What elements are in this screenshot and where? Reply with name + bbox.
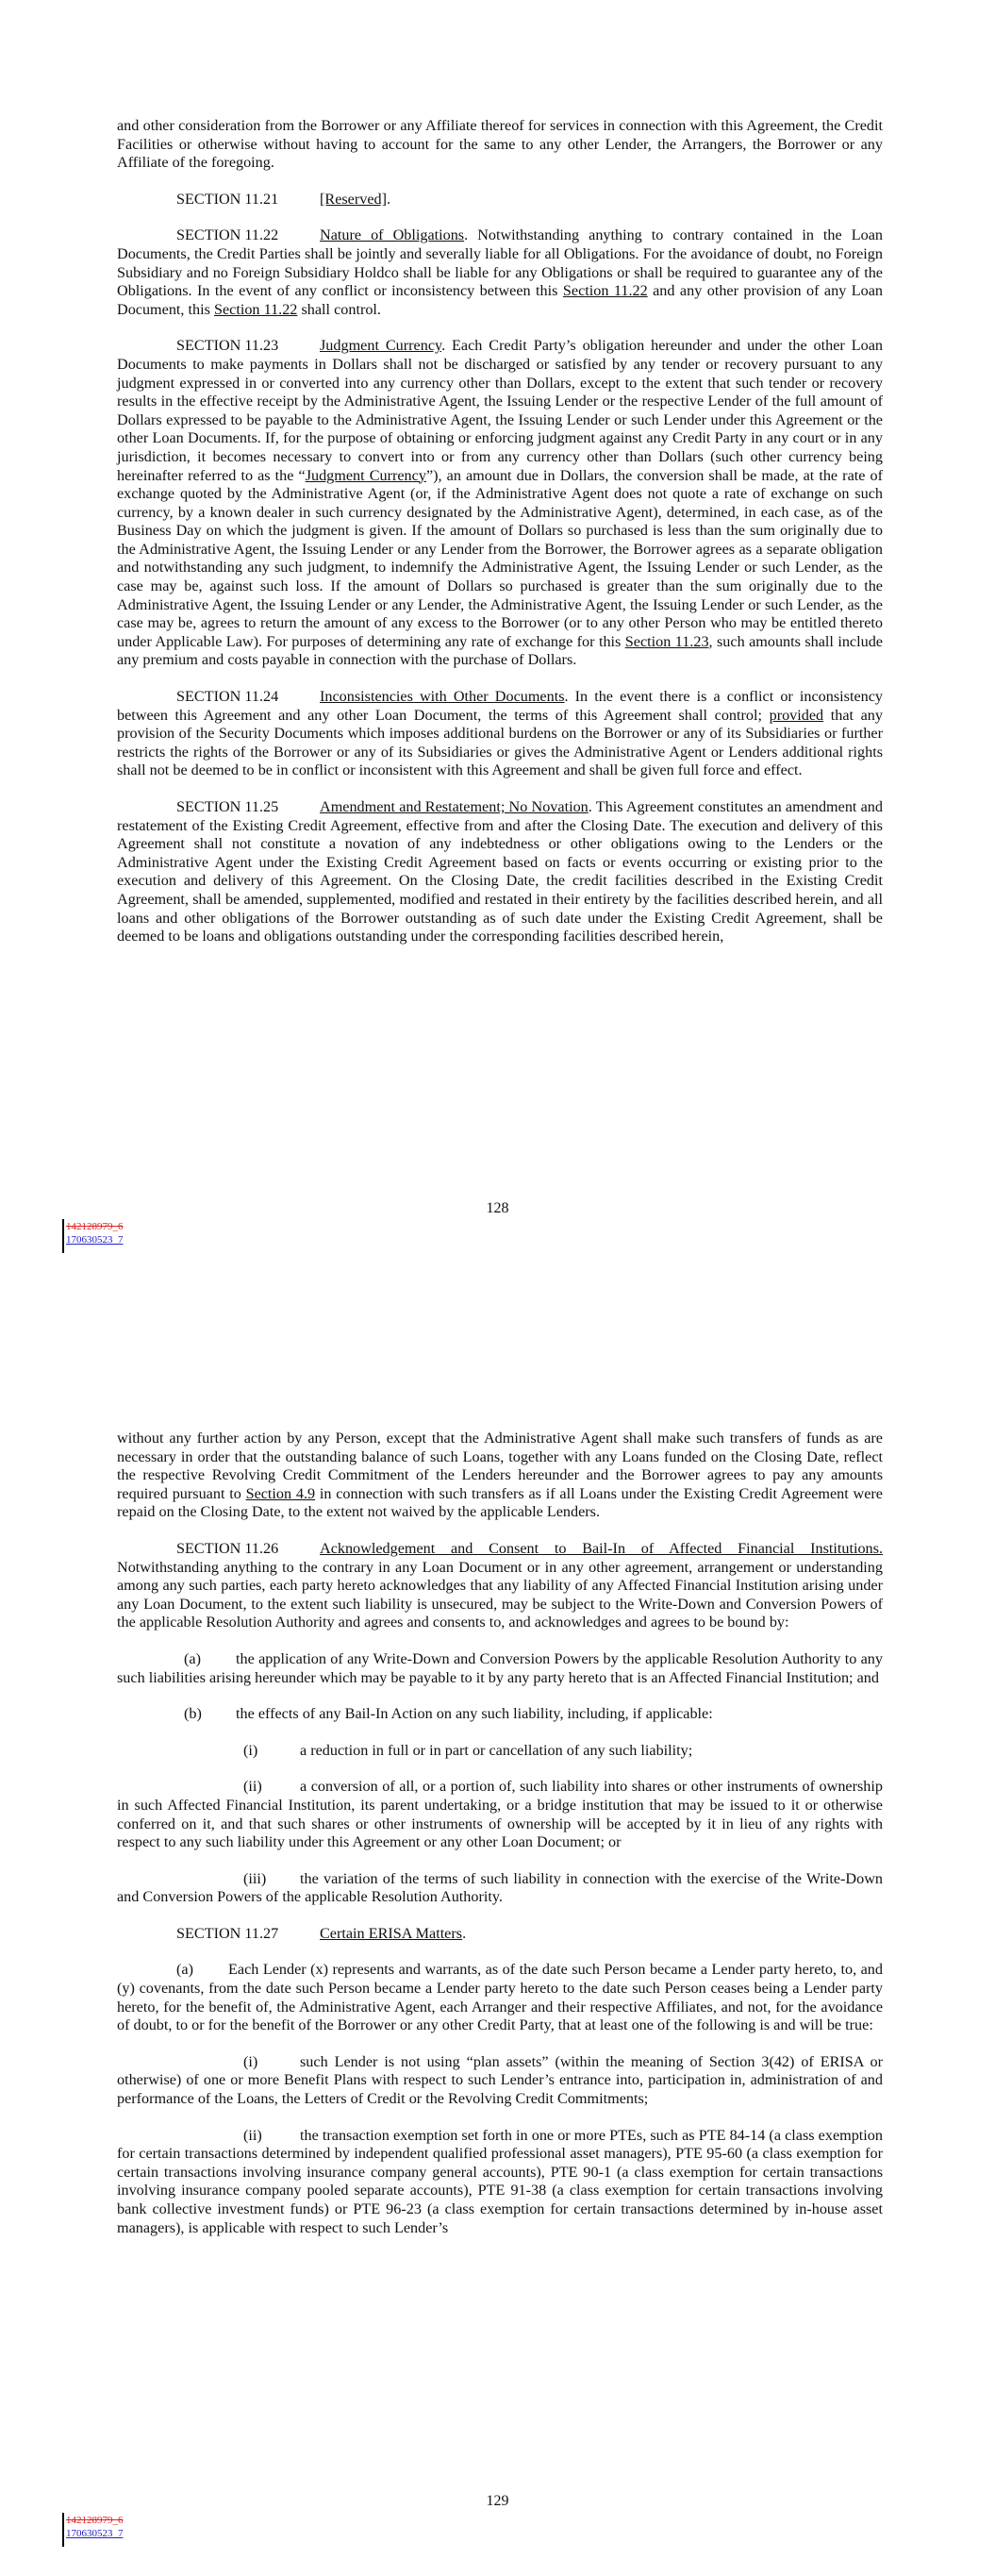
section-number: SECTION 11.25 — [176, 798, 279, 815]
section-11-26: SECTION 11.26 Acknowledgement and Consent to Bail-In of Affected Financial Institutions. Notwithstanding anything to the contrary in any Loan Document or in any other agreement, arrangement or understanding among any such parties, each party hereto acknowledges that any liability of any Affected Financial Institution arising under any Loan Document, to the extent such liability is unsecured, may be subject to the Write-Down and Conversion Powers of the applicable Resolution Authority and agrees and consents to, and acknowledges and agrees to be bound by: — [117, 1539, 883, 1631]
item-label: (a) — [176, 1961, 193, 1979]
section-11-27-a: (a) Each Lender (x) represents and warrants, as of the date such Person became a Lender party hereto, to, and (y) covenants, from the date such Person became a Lender party hereto to the date such Person ceases being a Lender party hereto, for the benefit of, the Administrative Agent, each Arranger and their respective Affiliates, and not, for the avoidance of doubt, to or for the benefit of the Borrower or any other Credit Party, that at least one of the following is and will be true: — [117, 1961, 883, 2034]
section-title: [Reserved] — [320, 190, 388, 208]
section-11-23: SECTION 11.23 Judgment Currency. Each Credit Party’s obligation hereunder and under the other Loan Documents to make payments in Dollars shall not be discharged or satisfied by any tender or recovery pursuant to any judgment expressed in or converted into any currency other than Dollars, except to the extent that such tender or recovery results in the effective receipt by the Administrative Agent, the Issuing Lender or the respective Lender of the full amount of Dollars expressed to be payable to the Administrative Agent, the Issuing Lender or such Lender under this Agreement or the other Loan Documents. If, for the purpose of obtaining or enforcing judgment against any Credit Party in any court or in any jurisdiction, it becomes necessary to convert into or from any currency other than Dollars (such other currency being hereinafter referred to as the “Judgment Currency”), an amount due in Dollars, the conversion shall be made, at the rate of exchange quoted by the Administrative Agent (or, if the Administrative Agent does not quote a rate of exchange on such currency, by a known dealer in such currency designated by the Administrative Agent), determined, in each case, as of the Business Day on which the judgment is given. If the amount of Dollars so purchased is less than the sum originally due to the Administrative Agent, the Issuing Lender or any Lender from the Borrower, the Borrower agrees as a separate obligation and notwithstanding any such judgment, to indemnify the Administrative Agent, the Issuing Lender or such Lender, as the case may be, against such loss. If the amount of Dollars so purchased is greater than the sum originally due to the Administrative Agent, the Issuing Lender or any Lender, the Administrative Agent, the Issuing Lender or such Lender, as the case may be, agrees to return the amount of any excess to the Borrower (or to any other Person who may be entitled thereto under Applicable Law). For purposes of determining any rate of exchange for this Section 11.23, such amounts shall include any premium and costs payable in connection with the purchase of Dollars. — [117, 337, 883, 669]
item-label: (ii) — [243, 2126, 262, 2144]
section-reference: Section 11.22 — [562, 282, 648, 300]
section-number: SECTION 11.22 — [176, 226, 279, 244]
change-bar — [62, 2513, 64, 2547]
item-b-ii: (ii) a conversion of all, or a portion of, such liability into shares or other instruments of ownership in such Affected Financial Institution, its parent undertaking, or a bridge institution that may be issued to it or otherwise conferred on it, and that such shares or other instruments of ownership will be accepted by it in lieu of any rights with respect to any such liability under this Agreement or any other Loan Document; or — [117, 1778, 883, 1851]
item-b-i: (i) a reduction in full or in part or cancellation of any such liability; — [243, 1741, 693, 1759]
inserted-doc-id: 170630523_7 — [66, 2528, 124, 2539]
page-128-body — [117, 117, 883, 964]
item-b-iii: (iii) the variation of the terms of such liability in connection with the exercise of the Write-Down and Conversion Powers of the applicable Resolution Authority. — [117, 1869, 883, 1906]
item-b: (b) the effects of any Bail-In Action on any such liability, including, if applicable: — [184, 1705, 713, 1723]
section-number: SECTION 11.26 — [176, 1539, 279, 1557]
item-label: (a) — [184, 1649, 201, 1667]
item-label: (ii) — [243, 1778, 262, 1796]
section-11-27-a-ii: (ii) the transaction exemption set forth in one or more PTEs, such as PTE 84-14 (a class exemption for certain transactions determined by independent qualified professional asset managers), PTE 95-60 (a class exemption for certain transactions involving insurance company general accounts), PTE 90-1 (a class exemption for certain transactions involving insurance company pooled separate accounts), PTE 91-38 (a class exemption for certain transactions involving bank collective investment funds) or PTE 96-23 (a class exemption for certain transactions determined by in-house asset managers), is applicable with respect to such Lender’s — [117, 2126, 883, 2236]
section-11-24: SECTION 11.24 Inconsistencies with Other Documents. In the event there is a conflict or inconsistency between this Agreement and any other Loan Document, the terms of this Agreement shall control; provided that any provision of the Security Documents which imposes additional burdens on the Borrower or any of its Subsidiaries or further restricts the rights of the Borrower or any of its Subsidiaries or gives the Administrative Agent or Lenders additional rights shall not be deemed to be in conflict or inconsistent with this Agreement and shall be given full force and effect. — [117, 688, 883, 779]
section-number: SECTION 11.23 — [176, 337, 279, 355]
section-number: SECTION 11.21 — [176, 190, 279, 208]
item-label: (i) — [243, 2052, 258, 2070]
intro-paragraph: and other consideration from the Borrower or any Affiliate thereof for services in connection with this Agreement, the Credit Facilities or otherwise without having to account for the same to any other Lender, the Arrangers, the Borrower or any Affiliate of the foregoing. — [117, 117, 883, 172]
defined-term: Judgment Currency — [305, 466, 426, 484]
section-title: Certain ERISA Matters — [320, 1924, 463, 1942]
section-11-25: SECTION 11.25 Amendment and Restatement; No Novation. This Agreement constitutes an amendment and restatement of the Existing Credit Agreement, effective from and after the Closing Date. The execution and delivery of this Agreement shall not constitute a novation of any indebtedness or other obligations owing to the Lenders or the Administrative Agent under the Existing Credit Agreement based on facts or events occurring or existing prior to the execution and delivery of this Agreement. On the Closing Date, the credit facilities described in the Existing Credit Agreement, shall be amended, supplemented, modified and restated in their entirety by the facilities described herein, and all loans and other obligations of the Borrower outstanding as of such date under the Existing Credit Agreement, shall be deemed to be loans and obligations outstanding under the corresponding facilities described herein, — [117, 798, 883, 945]
section-title: Amendment and Restatement; No Novation — [320, 798, 589, 815]
page-number: 128 — [486, 1200, 509, 1216]
section-title: Inconsistencies with Other Documents — [320, 688, 565, 706]
section-title: Acknowledgement and Consent to Bail-In of Affected Financial Institutions. — [320, 1539, 883, 1557]
document-id-footer — [66, 2514, 124, 2540]
inserted-doc-id: 170630523_7 — [66, 1234, 124, 1246]
section-11-22: SECTION 11.22 Nature of Obligations. Notwithstanding anything to contrary contained in the Loan Documents, the Credit Parties shall be jointly and severally liable for all Obligations. For the avoidance of doubt, no Foreign Subsidiary and no Foreign Subsidiary Holdco shall be liable for any Obligations or shall be required to guarantee any of the Obligations. In the event of any conflict or inconsistency between this Section 11.22 and any other provision of any Loan Document, this Section 11.22 shall control. — [117, 226, 883, 318]
item-label: (i) — [243, 1741, 258, 1759]
section-reference: Section 4.9 — [245, 1484, 316, 1502]
item-label: (b) — [184, 1705, 202, 1723]
item-label: (iii) — [243, 1869, 267, 1887]
section-title: Nature of Obligations — [320, 226, 465, 244]
section-number: SECTION 11.24 — [176, 688, 279, 706]
page-129 — [0, 1288, 995, 2576]
section-number: SECTION 11.27 — [176, 1924, 279, 1942]
item-a: (a) the application of any Write-Down and Conversion Powers by the applicable Resolution Authority to any such liabilities arising hereunder which may be payable to it by any party hereto that is an Affected Financial Institution; and — [117, 1649, 883, 1686]
change-bar — [62, 1219, 64, 1253]
deleted-doc-id: 142128979_6 — [66, 1221, 124, 1232]
page-number: 129 — [486, 2493, 509, 2509]
section-title: Judgment Currency — [320, 337, 442, 355]
section-11-27-a-i: (i) such Lender is not using “plan assets” (within the meaning of Section 3(42) of ERISA or otherwise) of one or more Benefit Plans with respect to such Lender’s entrance into, participation in, administration of and performance of the Loans, the Letters of Credit or the Revolving Credit Commitments; — [117, 2052, 883, 2108]
section-reference: Section 11.23 — [624, 632, 709, 650]
deleted-doc-id: 142128979_6 — [66, 2515, 124, 2526]
provided-term: provided — [769, 706, 824, 724]
section-reference: Section 11.22 — [213, 300, 298, 318]
page-129-body — [117, 1430, 883, 2255]
section-11-21: SECTION 11.21 [Reserved]. — [176, 190, 391, 208]
continuation-paragraph: without any further action by any Person, except that the Administrative Agent shall make such transfers of funds as are necessary in order that the outstanding balance of such Loans, together with any Loans funded on the Closing Date, reflect the respective Revolving Credit Commitment of the Lenders hereunder and the Borrower agrees to pay any amounts required pursuant to Section 4.9 in connection with such transfers as if all Loans under the Existing Credit Agreement were repaid on the Closing Date, to the extent not waived by the applicable Lenders. — [117, 1430, 883, 1521]
document-id-footer — [66, 1220, 124, 1246]
section-11-27: SECTION 11.27 Certain ERISA Matters. — [176, 1924, 467, 1942]
